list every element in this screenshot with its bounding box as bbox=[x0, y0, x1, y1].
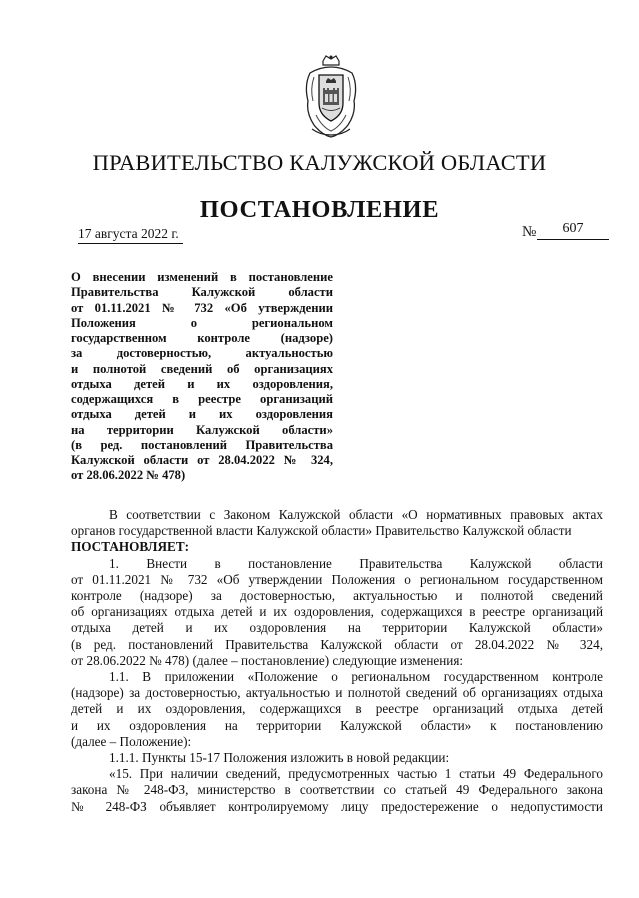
body-line: от 01.11.2021 № 732 «Об утверждении Положения о региональном государственном bbox=[71, 571, 603, 587]
document-subject bbox=[71, 270, 333, 484]
body-line: детей и их оздоровления, содержащихся в реестре организаций отдыха детей bbox=[71, 701, 603, 717]
subject-line: и полнотой сведений об организациях bbox=[71, 361, 333, 376]
subject-line: отдыха детей и их оздоровления, bbox=[71, 376, 333, 391]
body-line: «15. При наличии сведений, предусмотренных частью 1 статьи 49 Федерального bbox=[109, 766, 603, 782]
body-line: (надзоре) за достоверностью, актуальностью и полнотой сведений об организациях отдыха bbox=[71, 685, 603, 701]
coat-of-arms-icon bbox=[302, 55, 360, 139]
document-body bbox=[71, 507, 603, 815]
subject-line: содержащихся в реестре организаций bbox=[71, 392, 333, 406]
document-date: 17 августа 2022 г. bbox=[78, 226, 183, 244]
body-line: от 28.06.2022 № 478) (далее – постановление) следующие изменения: bbox=[71, 652, 464, 668]
subject-line: Положения о региональном bbox=[71, 315, 333, 330]
body-line: и их оздоровления на территории Калужской области» к постановлению bbox=[71, 717, 603, 733]
document-type: ПОСТАНОВЛЕНИЕ bbox=[199, 196, 440, 223]
body-line: ПОСТАНОВЛЯЕТ: bbox=[71, 539, 190, 555]
body-line: (далее – Положение): bbox=[71, 733, 192, 749]
subject-line: О внесении изменений в постановление bbox=[71, 270, 333, 284]
subject-line: (в ред. постановлений Правительства bbox=[71, 437, 333, 452]
body-line: отдыха детей и их оздоровления на территории Калужской области» bbox=[71, 620, 603, 636]
subject-line: на территории Калужской области» bbox=[71, 422, 333, 437]
body-line: № 248-ФЗ объявляет контролируемому лицу предостережение о недопустимости bbox=[71, 798, 603, 814]
number-label: № bbox=[522, 224, 537, 240]
subject-line: Калужской области от 28.04.2022 № 324, bbox=[71, 453, 333, 467]
subject-line: за достоверностью, актуальностью bbox=[71, 346, 333, 361]
body-line: 1. Внести в постановление Правительства Калужской области bbox=[109, 555, 603, 571]
document-number: 607 bbox=[537, 221, 609, 240]
body-line: В соответствии с Законом Калужской области «О нормативных правовых актах bbox=[109, 507, 603, 522]
subject-line: Правительства Калужской области bbox=[71, 285, 333, 300]
subject-line: отдыха детей и их оздоровления bbox=[71, 407, 333, 422]
body-line: об организациях отдыха детей и их оздоровления, содержащихся в реестре организаций bbox=[71, 604, 603, 620]
subject-line: от 01.11.2021 № 732 «Об утверждении bbox=[71, 300, 333, 315]
body-line: (в ред. постановлений Правительства Калужской области от 28.04.2022 № 324, bbox=[71, 636, 603, 652]
body-line: органов государственной власти Калужской области» Правительство Калужской области bbox=[71, 523, 572, 539]
body-line: контроле (надзоре) за достоверностью, актуальностью и полнотой сведений bbox=[71, 588, 603, 604]
body-line: 1.1.1. Пункты 15-17 Положения изложить в новой редакции: bbox=[109, 750, 450, 766]
subject-line: от 28.06.2022 № 478) bbox=[71, 468, 186, 483]
government-title: ПРАВИТЕЛЬСТВО КАЛУЖСКОЙ ОБЛАСТИ bbox=[92, 150, 547, 175]
subject-line: государственном контроле (надзоре) bbox=[71, 331, 333, 345]
body-line: закона № 248-ФЗ, министерство в соответствии со статьей 49 Федерального закона bbox=[71, 782, 603, 798]
body-line: 1.1. В приложении «Положение о региональном государственном контроле bbox=[109, 669, 603, 685]
